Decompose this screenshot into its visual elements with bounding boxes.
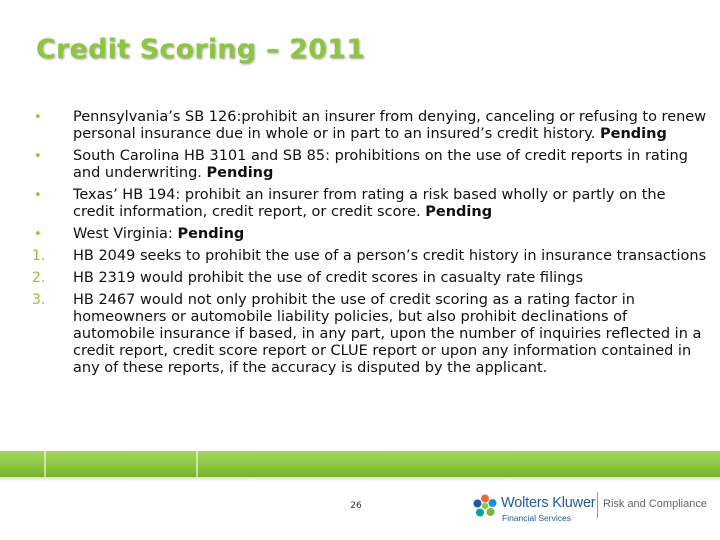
number-marker: 2. [32,270,46,286]
wolters-kluwer-sphere-icon [472,493,498,519]
list-item [32,270,708,287]
band-divider [196,451,198,477]
item-status: Pending [177,226,245,242]
bullet-marker: • [34,149,42,164]
logo-text: Wolters Kluwer [501,495,596,511]
list-item [32,292,708,377]
slide-title: Credit Scoring – 2011 [36,34,366,65]
item-text: Texas’ HB 194: prohibit an insurer from rating a risk based wholly or partly on the credit information, credit report, or credit score. [73,187,666,220]
item-status: Pending [425,204,493,220]
bullet-marker: • [34,188,42,203]
footer-band [0,451,720,477]
division-label: Risk and Compliance [603,498,707,510]
list-item [32,187,708,221]
item-text: West Virginia: [73,226,178,242]
item-status: Pending [600,126,667,142]
item-status: Pending [206,165,274,181]
item-text: HB 2467 would not only prohibit the use of credit scoring as a rating factor in homeowners or automobile liability policies, but also prohibit declinations of automobile insurance if based, in any part, upon the number of inquiries reflected in a credit report, credit score report or CLUE report or upon any information contained in any of these reports, if the accuracy is disputed by the applicant. [73,292,702,376]
item-text: Pennsylvania’s SB 126:prohibit an insurer from denying, canceling or refusing to renew personal insurance due in whole or in part to an insured’s credit history. [73,109,707,142]
footer-band-shadow [0,477,720,481]
item-text: South Carolina HB 3101 and SB 85: prohibitions on the use of credit reports in rating and underwriting. [73,148,688,181]
item-text: HB 2049 seeks to prohibit the use of a person’s credit history in insurance transactions [73,248,707,264]
list-item [32,226,708,243]
item-text: HB 2319 would prohibit the use of credit scores in casualty rate filings [73,270,584,286]
list-item [32,109,708,143]
company-logo [472,492,708,528]
logo-subtext: Financial Services [502,513,571,523]
list-item [32,248,708,265]
number-marker: 3. [32,292,46,308]
logo-divider [597,492,598,518]
bullet-marker: • [34,227,42,242]
list-item [32,148,708,182]
page-number: 26 [350,501,362,511]
bullet-marker: • [34,110,42,125]
number-marker: 1. [32,248,46,264]
band-divider [44,451,46,477]
bullet-list [32,109,708,382]
